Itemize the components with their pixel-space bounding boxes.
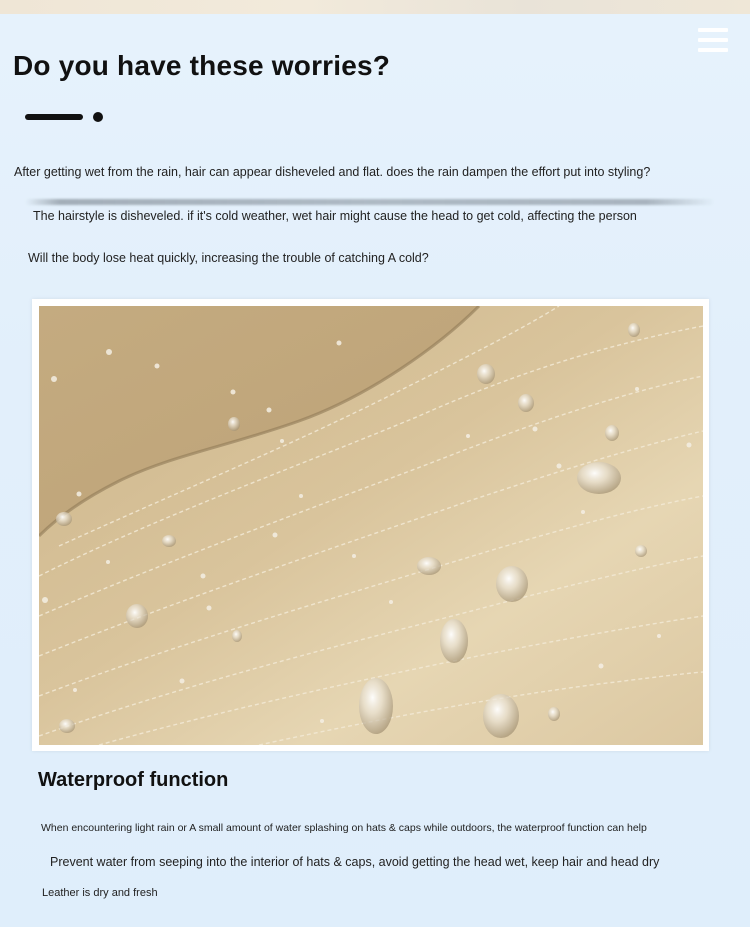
worry-text-1: After getting wet from the rain, hair can appear disheveled and flat. does the rain dampen the effort put into styling? — [14, 165, 651, 179]
fabric-illustration — [39, 306, 703, 745]
feature-text-3: Leather is dry and fresh — [42, 887, 158, 899]
menu-bar — [698, 28, 728, 32]
feature-text-2: Prevent water from seeping into the interior of hats & caps, avoid getting the head wet, keep hair and head dry — [50, 855, 660, 869]
page-title: Do you have these worries? — [13, 50, 391, 81]
decorative-dot — [93, 112, 103, 122]
water-smudge-divider — [25, 199, 715, 205]
hat-fabric-water-droplets-image — [39, 306, 703, 745]
top-banner-strip — [0, 0, 750, 14]
menu-bar — [698, 38, 728, 42]
hamburger-menu-icon[interactable] — [698, 28, 728, 52]
feature-title: Waterproof function — [38, 769, 229, 791]
worry-text-3: Will the body lose heat quickly, increasing the trouble of catching A cold? — [28, 251, 429, 265]
menu-bar — [698, 48, 728, 52]
feature-text-1: When encountering light rain or A small amount of water splashing on hats & caps while outdoors, the waterproof function can help — [41, 822, 647, 834]
decorative-dash — [25, 114, 83, 120]
worry-text-2: The hairstyle is disheveled. if it's cold weather, wet hair might cause the head to get cold, affecting the person — [33, 209, 637, 223]
